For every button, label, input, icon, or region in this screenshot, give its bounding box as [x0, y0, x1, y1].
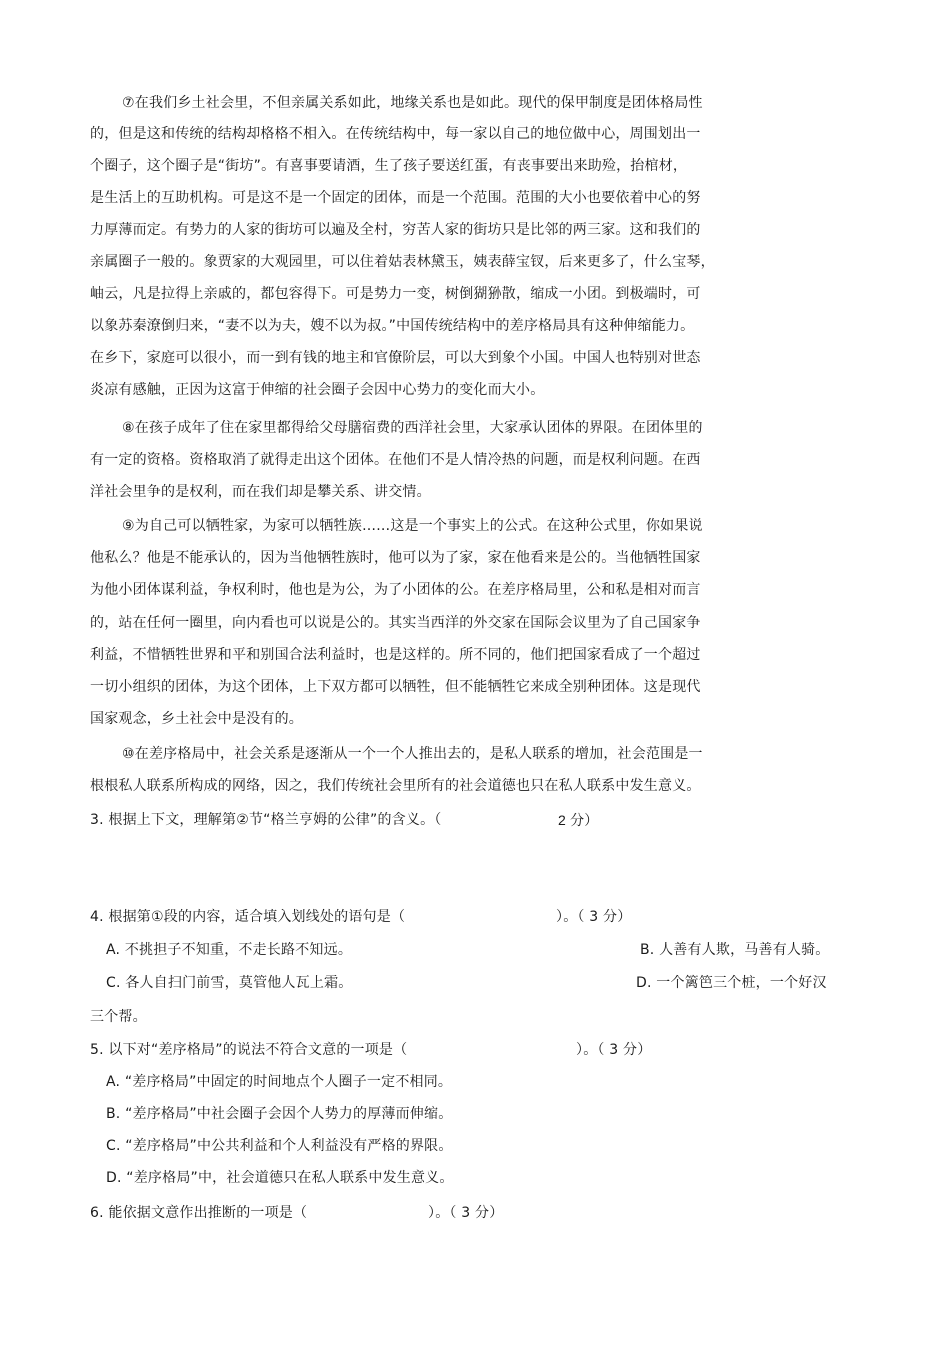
text-line: 是生活上的互助机构。可是这不是一个固定的团体，而是一个范围。范围的大小也要依着中心的努 — [90, 190, 701, 206]
question-stem: 4. 根据第①段的内容，适合填入划线处的语句是（ — [90, 909, 406, 925]
text-line: ⑨为自己可以牺牲家，为家可以牺牲族……这是一个事实上的公式。在这种公式里，你如果说 — [122, 518, 703, 534]
text-line: 为他小团体谋利益，争权利时，他也是为公，为了小团体的公。在差序格局里，公和私是相对而言 — [90, 582, 701, 598]
option-d: D. 一个篱笆三个桩，一个好汉 — [636, 975, 827, 991]
option-a: A. 不挑担子不知重，不走长路不知远。 — [106, 942, 353, 958]
text-line: 个圈子，这个圈子是“街坊”。有喜事要请酒，生了孩子要送红蛋，有丧事要出来助殓，抬棺材， — [90, 158, 688, 174]
text-line: 一切小组织的团体，为这个团体，上下双方都可以牺牲，但不能牺牲它来成全别种团体。这是现代 — [90, 679, 701, 695]
text-line: 力厚薄而定。有势力的人家的街坊可以遍及全村，穷苦人家的街坊只是比邻的两三家。这和我们的 — [90, 222, 701, 238]
question-score: ）。（ 3 分） — [428, 1205, 504, 1221]
question-score: ）。（ 3 分） — [576, 1042, 652, 1058]
question-score: 2 分） — [558, 812, 599, 828]
text-line: 他私么？他是不能承认的，因为当他牺牲族时，他可以为了家，家在他看来是公的。当他牺牲国家 — [90, 550, 701, 566]
text-line: 炎凉有感触，正因为这富于伸缩的社会圈子会因中心势力的变化而大小。 — [90, 382, 545, 398]
text-line: ⑧在孩子成年了住在家里都得给父母膳宿费的西洋社会里，大家承认团体的界限。在团体里的 — [122, 420, 703, 436]
option-b: B. 人善有人欺，马善有人骑。 — [640, 942, 830, 958]
text-line: 洋社会里争的是权利，而在我们却是攀关系、讲交情。 — [90, 484, 431, 500]
text-line: 亲属圈子一般的。象贾家的大观园里，可以住着姑表林黛玉，姨表薛宝钗，后来更多了，什么宝琴， — [90, 254, 715, 270]
text-line: 有一定的资格。资格取消了就得走出这个团体。在他们不是人情冷热的问题，而是权利问题。在西 — [90, 452, 701, 468]
text-line: ⑦在我们乡土社会里，不但亲属关系如此，地缘关系也是如此。现代的保甲制度是团体格局性 — [122, 95, 703, 111]
option-d: D. “差序格局”中，社会道德只在私人联系中发生意义。 — [106, 1170, 454, 1186]
option-a: A. “差序格局”中固定的时间地点个人圈子一定不相同。 — [106, 1074, 453, 1090]
text-line: 根根私人联系所构成的网络，因之，我们传统社会里所有的社会道德也只在私人联系中发生意义。 — [90, 778, 701, 794]
question-stem: 6. 能依据文意作出推断的一项是（ — [90, 1205, 308, 1221]
text-line: 岫云，凡是拉得上亲戚的，都包容得下。可是势力一变，树倒猢狲散，缩成一小团。到极端时，可 — [90, 286, 701, 302]
text-line: 的，但是这和传统的结构却格格不相入。在传统结构中，每一家以自己的地位做中心，周围划出一 — [90, 126, 701, 142]
option-c: C. “差序格局”中公共利益和个人利益没有严格的界限。 — [106, 1138, 453, 1154]
text-line: 利益，不惜牺牲世界和平和别国合法利益时，也是这样的。所不同的，他们把国家看成了一个超过 — [90, 647, 701, 663]
option-d-continued: 三个帮。 — [90, 1009, 147, 1025]
option-c: C. 各人自扫门前雪，莫管他人瓦上霜。 — [106, 975, 353, 991]
text-line: 以象苏秦潦倒归来，“妻不以为夫，嫂不以为叔。”中国传统结构中的差序格局具有这种伸缩能力。 — [90, 318, 695, 334]
option-b: B. “差序格局”中社会圈子会因个人势力的厚薄而伸缩。 — [106, 1106, 453, 1122]
text-line: 国家观念，乡土社会中是没有的。 — [90, 711, 303, 727]
text-line: 在乡下，家庭可以很小，而一到有钱的地主和官僚阶层，可以大到象个小国。中国人也特别对世态 — [90, 350, 701, 366]
question-score: ）。（ 3 分） — [556, 909, 632, 925]
question-stem: 3. 根据上下文，理解第②节“格兰亨姆的公律”的含义。（ — [90, 812, 442, 828]
text-line: 的，站在任何一圈里，向内看也可以说是公的。其实当西洋的外交家在国际会议里为了自己国家争 — [90, 615, 701, 631]
text-line: ⑩在差序格局中，社会关系是逐渐从一个一个人推出去的，是私人联系的增加，社会范围是一 — [122, 746, 703, 762]
question-stem: 5. 以下对“差序格局”的说法不符合文意的一项是（ — [90, 1042, 408, 1058]
